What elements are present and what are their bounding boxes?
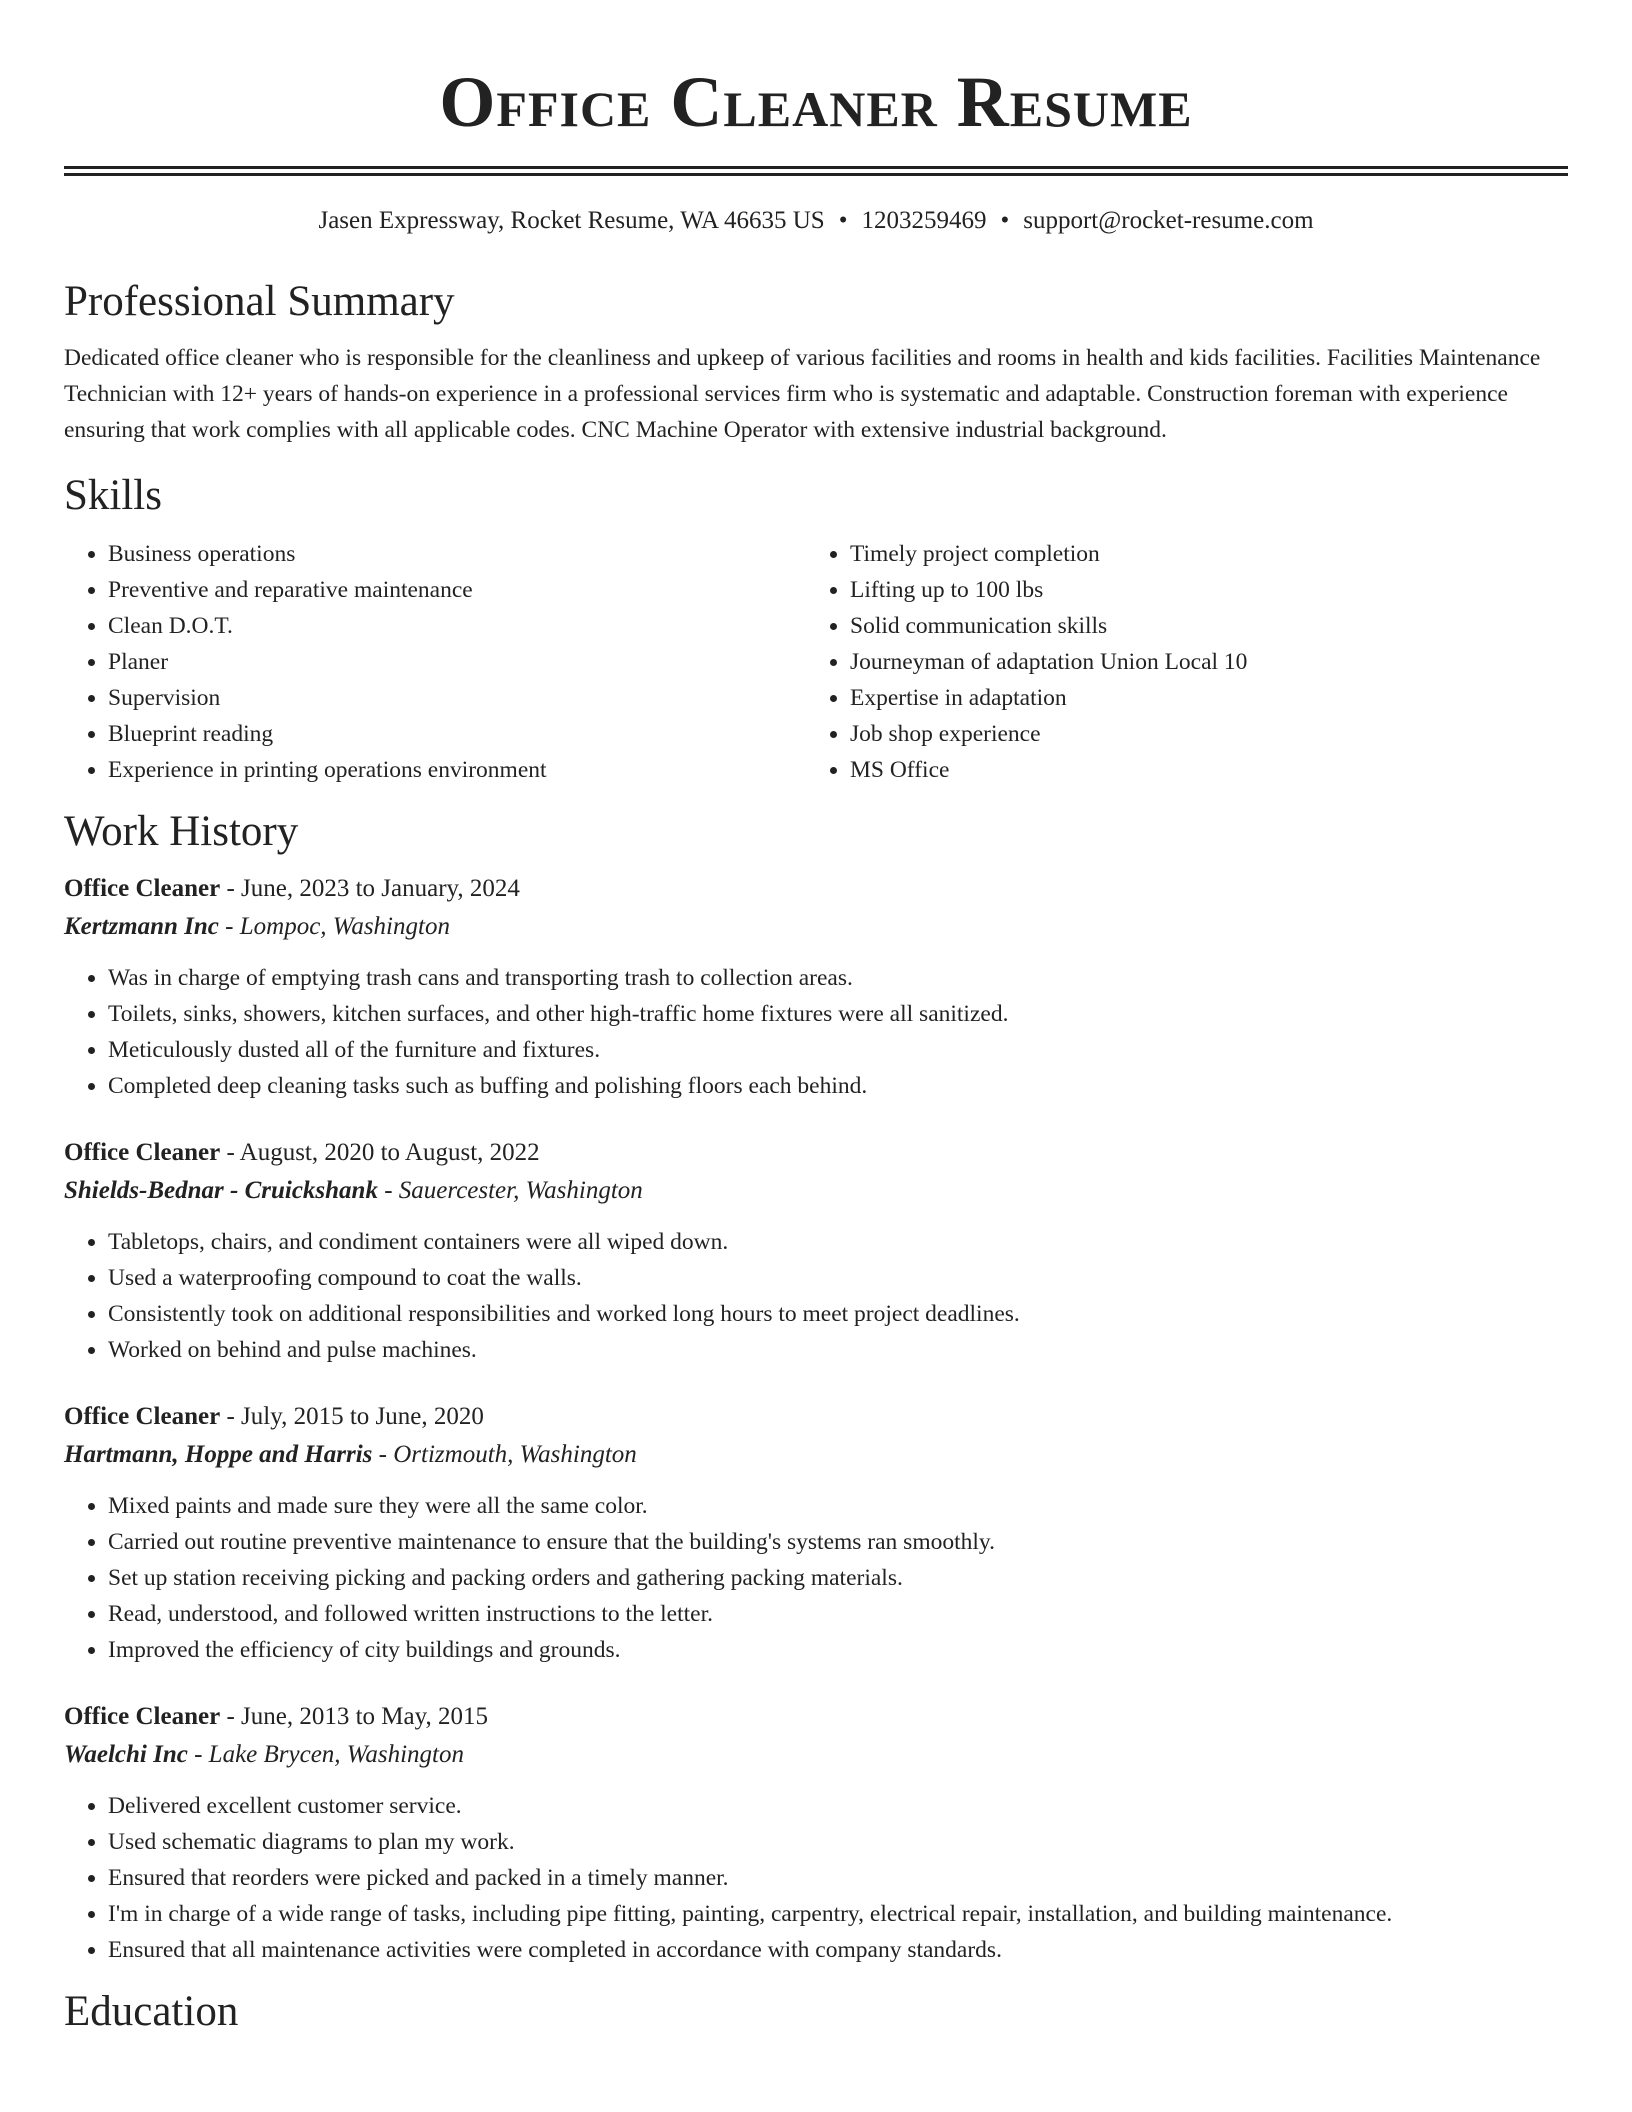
education-heading: Education (64, 1988, 239, 2035)
company-line (64, 908, 1568, 946)
job-dates: - July, 2015 to June, 2020 (220, 1403, 484, 1430)
company-location: - Sauercester, Washington (377, 1177, 643, 1204)
job-bullet: • Worked on behind and pulse machines. (108, 1332, 1568, 1368)
job-bullet: • Read, understood, and followed written instructions to the letter. (108, 1596, 1568, 1632)
job-bullet: • Ensured that reorders were picked and packed in a timely manner. (108, 1860, 1568, 1896)
company-line (64, 1736, 1568, 1774)
contact-separator: • (838, 207, 848, 234)
job-entry (64, 1398, 1568, 1668)
contact-phone: 1203259469 (861, 207, 987, 234)
job-title: Office Cleaner (64, 1139, 221, 1166)
job-bullet: • Completed deep cleaning tasks such as buffing and polishing floors each behind. (108, 1068, 1568, 1104)
job-bullet: • Used a waterproofing compound to coat the walls. (108, 1260, 1568, 1296)
company-name: Shields-Bednar - Cruickshank (64, 1177, 378, 1204)
job-bullets (64, 1788, 1568, 1968)
skill-item: • Expertise in adaptation (850, 680, 1550, 716)
skill-item: • Timely project completion (850, 536, 1550, 572)
company-location: - Ortizmouth, Washington (372, 1441, 637, 1468)
skill-item: • Blueprint reading (108, 716, 806, 752)
skill-item: • Business operations (108, 536, 806, 572)
company-name: Waelchi Inc (64, 1741, 188, 1768)
contact-separator: • (1000, 207, 1010, 234)
job-bullet: • Improved the efficiency of city buildings and grounds. (108, 1632, 1568, 1668)
job-bullets (64, 960, 1568, 1104)
job-bullet: • Toilets, sinks, showers, kitchen surfaces, and other high-traffic home fixtures were all sanitized. (108, 996, 1568, 1032)
skill-item: • Solid communication skills (850, 608, 1550, 644)
skill-item: • Clean D.O.T. (108, 608, 806, 644)
resume-page (64, 0, 1568, 2038)
job-bullet: • Tabletops, chairs, and condiment containers were all wiped down. (108, 1224, 1568, 1260)
company-name: Hartmann, Hoppe and Harris (64, 1441, 373, 1468)
skill-item: • Experience in printing operations environment (108, 752, 806, 788)
job-title: Office Cleaner (64, 1703, 221, 1730)
job-title-line (64, 1134, 1568, 1172)
job-dates: - June, 2023 to January, 2024 (220, 875, 520, 902)
contact-address: Jasen Expressway, Rocket Resume, WA 46635 US (318, 207, 825, 234)
contact-email: support@rocket-resume.com (1023, 207, 1314, 234)
job-entry (64, 1698, 1568, 1968)
job-entry (64, 870, 1568, 1104)
job-dates: - August, 2020 to August, 2022 (220, 1139, 540, 1166)
title-divider (64, 166, 1568, 176)
company-line (64, 1436, 1568, 1474)
skill-item: • Job shop experience (850, 716, 1550, 752)
job-bullet: • Consistently took on additional responsibilities and worked long hours to meet project deadlines. (108, 1296, 1568, 1332)
job-title: Office Cleaner (64, 1403, 221, 1430)
job-bullet: • Meticulously dusted all of the furniture and fixtures. (108, 1032, 1568, 1068)
skill-item: • Supervision (108, 680, 806, 716)
job-bullet: • Delivered excellent customer service. (108, 1788, 1568, 1824)
job-bullet: • Mixed paints and made sure they were all the same color. (108, 1488, 1568, 1524)
job-bullet: • I'm in charge of a wide range of tasks, including pipe fitting, painting, carpentry, electrical repair, installation, and building maintenance. (108, 1896, 1568, 1932)
job-bullet: • Carried out routine preventive maintenance to ensure that the building's systems ran smoothly. (108, 1524, 1568, 1560)
summary-text: Dedicated office cleaner who is responsible for the cleanliness and upkeep of various facilities and rooms in health and kids facilities. Facilities Maintenance Technician with 12+ years of hands-on experience in a professional services firm who is systematic and adaptable. Construction foreman with experience ensuring that work complies with all applicable codes. CNC Machine Operator with extensive industrial background. (64, 345, 1541, 443)
skill-item: • Preventive and reparative maintenance (108, 572, 806, 608)
job-bullet: • Ensured that all maintenance activities were completed in accordance with company standards. (108, 1932, 1568, 1968)
summary-heading: Professional Summary (64, 278, 455, 325)
job-bullet: • Set up station receiving picking and packing orders and gathering packing materials. (108, 1560, 1568, 1596)
job-title: Office Cleaner (64, 875, 221, 902)
work-history-heading: Work History (64, 808, 299, 855)
job-bullet: • Used schematic diagrams to plan my work. (108, 1824, 1568, 1860)
company-location: - Lake Brycen, Washington (187, 1741, 464, 1768)
company-line (64, 1172, 1568, 1210)
skill-item: • Lifting up to 100 lbs (850, 572, 1550, 608)
job-bullets (64, 1224, 1568, 1368)
job-bullet: • Was in charge of emptying trash cans and transporting trash to collection areas. (108, 960, 1568, 996)
skills-list-left (64, 536, 806, 788)
skills-heading: Skills (64, 472, 162, 519)
skills-columns (64, 536, 1568, 788)
job-entry (64, 1134, 1568, 1368)
job-dates: - June, 2013 to May, 2015 (220, 1703, 488, 1730)
company-location: - Lompoc, Washington (218, 913, 450, 940)
skill-item: • MS Office (850, 752, 1550, 788)
skill-item: • Planer (108, 644, 806, 680)
job-title-line (64, 1398, 1568, 1436)
job-title-line (64, 870, 1568, 908)
contact-line (64, 204, 1568, 238)
company-name: Kertzmann Inc (64, 913, 219, 940)
resume-title: Office Cleaner Resume (439, 62, 1193, 142)
skills-list-right (806, 536, 1550, 788)
skill-item: • Journeyman of adaptation Union Local 10 (850, 644, 1550, 680)
job-title-line (64, 1698, 1568, 1736)
job-bullets (64, 1488, 1568, 1668)
